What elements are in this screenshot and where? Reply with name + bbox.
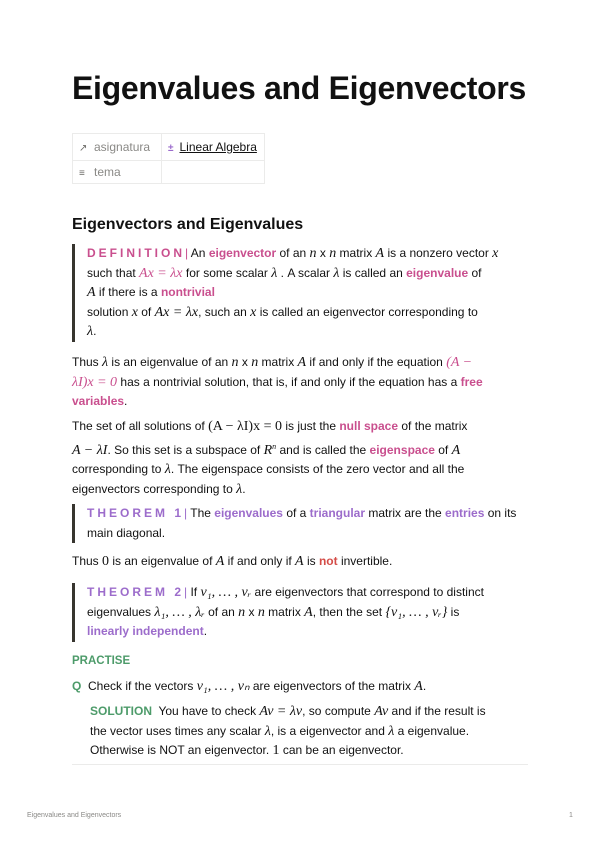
practise-heading: PRACTISE (72, 655, 131, 667)
paragraph-zero-eigenvalue: Thus 0 is an eigenvalue of A if and only if A is not invertible. (72, 554, 393, 569)
property-value-empty[interactable] (162, 161, 265, 184)
property-value (162, 134, 265, 161)
paragraph-eigenvalue-condition: Thus λ is an eigenvalue of an n x n matrix A if and only if the equation (A − λI)x = 0 has a nontrivial solution, that is, if and only if the equation has a free variables. (72, 355, 483, 408)
definition-line-1: DEFINITION| An eigenvector of an n x n matrix A is a nonzero vector x (87, 246, 499, 261)
definition-line-5: λ. (87, 324, 97, 339)
keyword-not: not (318, 554, 338, 568)
property-key: ↗ asignatura (73, 134, 162, 161)
definition-line-2: such that Ax = λx for some scalar λ . A scalar λ is called an eigenvalue of (87, 265, 482, 281)
keyword-eigenspace: eigenspace (369, 442, 435, 457)
keyword-eigenvector: eigenvector (208, 246, 277, 260)
equation-ax-lambda-x: Ax = λx (139, 265, 183, 281)
definition-line-3: A if there is a nontrivial (87, 285, 215, 300)
definition-quote (72, 244, 528, 342)
list-icon: ≡ (79, 168, 85, 179)
theorem-2-quote: THEOREM 2| If v₁, … , vᵣ are eigenvectors that correspond to distinct eigenvalues λ₁, … , λᵣ of an n x n matrix A, then the set {v₁, … , vᵣ} is linearly independent. (72, 583, 528, 642)
section-heading: Eigenvectors and Eigenvalues (72, 216, 304, 233)
paragraph-eigenspace: The set of all solutions of (A − λI)x = 0 is just the null space of the matrix A − λI. So this set is a subspace of $R^n$ and is called the eigenspace of A corresponding to λ. The eigenspace consists of the zero vector and all the eigenvectors corresponding to λ. (72, 419, 468, 497)
relation-link-linear-algebra[interactable]: Linear Algebra (179, 140, 257, 154)
practise-question: Q Check if the vectors v₁, … , vₙ are eigenvectors of the matrix A. (72, 677, 528, 697)
page-title: Eigenvalues and Eigenvectors (72, 70, 526, 106)
keyword-nontrivial: nontrivial (160, 285, 215, 299)
property-row-tema (73, 161, 265, 184)
properties-table (72, 133, 265, 184)
theorem-1-label: THEOREM 1 (87, 506, 185, 520)
arrow-up-right-icon: ↗ (79, 143, 88, 154)
property-row-asignatura (73, 134, 265, 161)
keyword-free-variables: free (460, 374, 483, 389)
footer-page-number: 1 (569, 812, 573, 819)
keyword-null-space: null space (339, 419, 399, 433)
divider (72, 764, 528, 765)
question-marker: Q (72, 679, 82, 693)
keyword-linearly-independent: linearly independent (87, 624, 204, 638)
theorem-1-quote: THEOREM 1| The eigenvalues of a triangular matrix are the entries on its main diagonal. (72, 504, 528, 543)
solution-label: SOLUTION (90, 704, 152, 718)
footer-title: Eigenvalues and Eigenvectors (27, 812, 122, 819)
keyword-eigenvalues: eigenvalues (214, 506, 283, 520)
plus-minus-times-icon: ± (168, 143, 174, 154)
theorem-2-label: THEOREM 2 (87, 585, 185, 599)
keyword-triangular: triangular (309, 506, 366, 520)
property-key: ≡ tema (73, 161, 162, 184)
keyword-entries: entries (445, 506, 485, 520)
definition-line-4: solution x of Ax = λx, such an x is called an eigenvector corresponding to (87, 304, 478, 320)
keyword-eigenvalue: eigenvalue (406, 265, 469, 280)
definition-label: DEFINITION (87, 246, 185, 260)
practise-solution: SOLUTION You have to check Av = λv, so compute Av and if the result is the vector uses times any scalar λ, is a eigenvector and λ a eigenvalue. Otherwise is NOT an eigenvector. 1 can be an eigenvector. (90, 704, 486, 758)
